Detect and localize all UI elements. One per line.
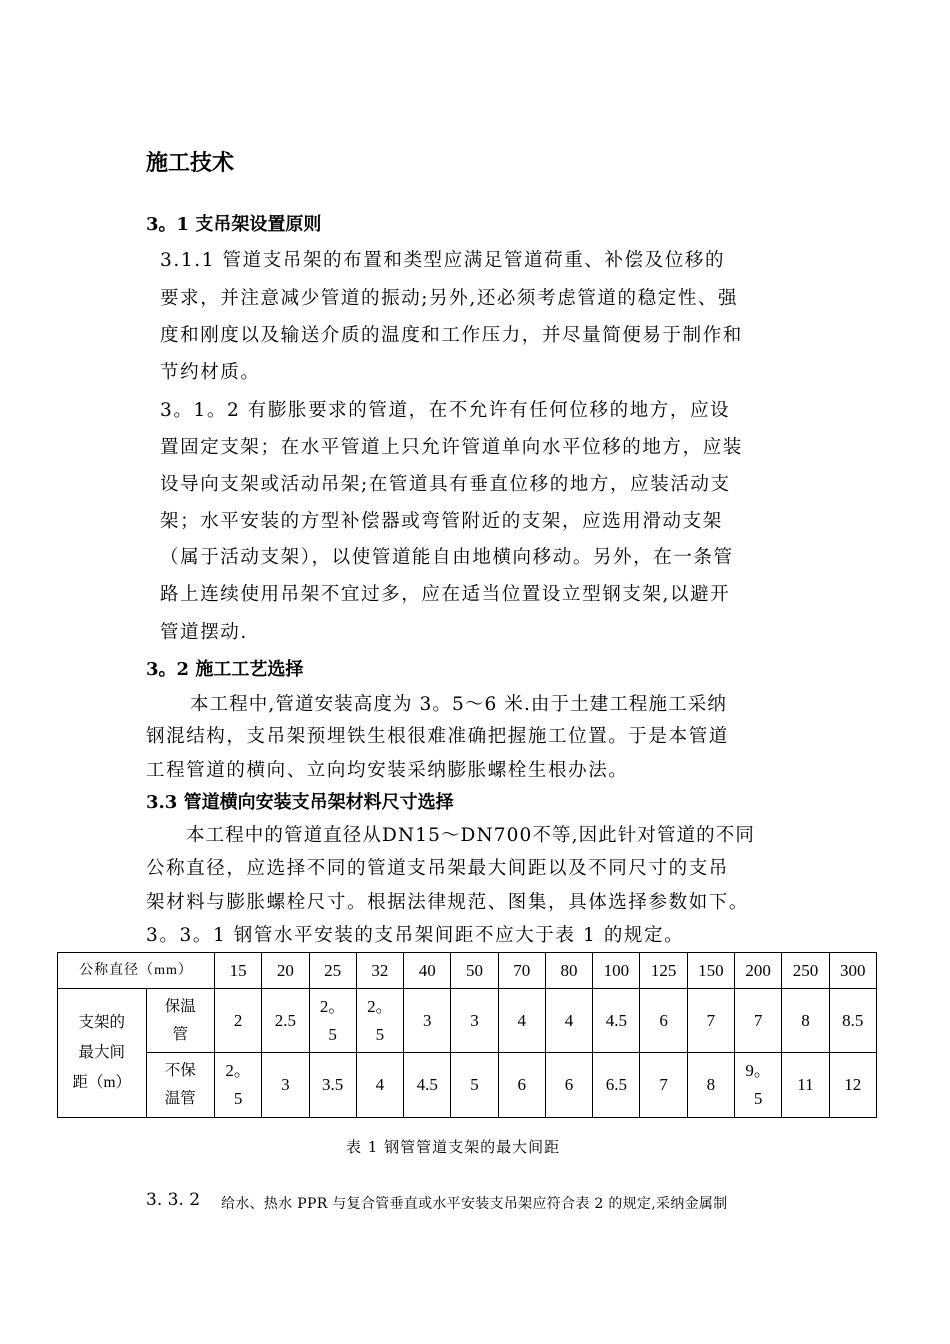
value-text: 5: [233, 1089, 243, 1108]
section-heading-3-2: 3。2 施工工艺选择: [146, 659, 304, 680]
row-label-line: 不保: [164, 1062, 196, 1079]
value-cell: [356, 1053, 403, 1118]
header-label-cell: 公称直径（mm）: [58, 953, 215, 989]
value-text: 3: [470, 1010, 479, 1030]
value-text: 8.5: [842, 1010, 864, 1030]
value-text: 2: [233, 1010, 243, 1030]
value-text: 2。: [319, 996, 346, 1016]
value-cell: [640, 989, 687, 1053]
table-row-uninsulated: [58, 1053, 877, 1118]
row-group-label: [58, 989, 147, 1118]
value-cell: [687, 989, 734, 1053]
value-text: 6: [659, 1010, 668, 1030]
value-text: 7: [753, 1010, 763, 1030]
value-text: 4: [517, 1010, 527, 1030]
diameter-cell: 300: [829, 953, 876, 989]
value-cell: [829, 1053, 876, 1118]
row-group-line: 最大间: [78, 1044, 126, 1061]
value-cell: [404, 1053, 451, 1118]
diameter-cell: 100: [593, 953, 640, 989]
row-label: [146, 1053, 214, 1118]
paragraph-line: 路上连续使用吊架不宜过多，应在适当位置设立型钢支架,以避开: [160, 584, 731, 605]
diameter-cell: 15: [214, 953, 261, 989]
value-text: 5: [375, 1024, 385, 1044]
row-group-line: 支架的: [78, 1014, 126, 1031]
value-text: 4.5: [416, 1075, 438, 1094]
value-text: 2。: [225, 1061, 251, 1080]
page-title: 施工技术: [146, 151, 235, 176]
value-text: 5: [753, 1089, 763, 1108]
paragraph-line: 公称直径，应选择不同的管道支吊架最大间距以及不同尺寸的支吊: [146, 858, 729, 879]
diameter-cell: 70: [498, 953, 545, 989]
value-cell: [262, 1053, 309, 1118]
value-cell: [214, 989, 261, 1053]
row-label-line: 保温: [164, 997, 196, 1015]
spacing-table: [57, 952, 877, 1118]
value-cell: [451, 989, 498, 1053]
paragraph-line: 3.1.1 管道支吊架的布置和类型应满足管道荷重、补偿及位移的: [160, 250, 726, 271]
value-text: 5: [328, 1024, 337, 1044]
diameter-cell: 80: [545, 953, 592, 989]
value-text: 2。: [367, 996, 393, 1016]
value-text: 12: [844, 1075, 862, 1094]
paragraph-line: 本工程中,管道安装高度为 3。5～6 米.由于土建工程施工采纳: [190, 694, 727, 715]
row-label: [146, 989, 214, 1053]
row-group-line: 距（m）: [72, 1074, 132, 1091]
value-cell: [545, 1053, 592, 1118]
value-text: 8: [706, 1075, 716, 1094]
value-cell: [735, 989, 782, 1053]
table-caption: 表 1 钢管管道支架的最大间距: [346, 1138, 561, 1156]
value-cell: [262, 989, 309, 1053]
value-cell: [214, 1053, 261, 1118]
diameter-cell: 200: [735, 953, 782, 989]
value-text: 9。: [745, 1061, 771, 1080]
diameter-cell: 20: [262, 953, 309, 989]
paragraph-line: 管道摆动.: [160, 622, 248, 643]
diameter-cell: 250: [782, 953, 829, 989]
paragraph-line: 要求，并注意减少管道的振动;另外,还必须考虑管道的稳定性、强: [160, 288, 739, 309]
value-cell: [829, 989, 876, 1053]
row-label-line: 温管: [164, 1090, 196, 1107]
value-cell: [498, 989, 545, 1053]
value-text: 6: [564, 1075, 574, 1094]
diameter-cell: 40: [404, 953, 451, 989]
diameter-cell: 125: [640, 953, 687, 989]
value-cell: [498, 1053, 545, 1118]
value-cell: [545, 989, 592, 1053]
paragraph-line: （属于活动支架），以使管道能自由地横向移动。另外，在一条管: [160, 547, 734, 568]
diameter-cell: 150: [687, 953, 734, 989]
paragraph-line: 工程管道的横向、立向均安装采纳膨胀螺栓生根办法。: [146, 760, 629, 781]
section-heading-3-1: 3。1 支吊架设置原则: [146, 214, 322, 235]
value-cell: [687, 1053, 734, 1118]
paragraph-line-3-3-1: 3。3。1 钢管水平安装的支吊架间距不应大于表 1 的规定。: [146, 925, 685, 946]
table-header-row: [58, 953, 877, 989]
value-text: 6.5: [605, 1075, 627, 1094]
value-cell: [451, 1053, 498, 1118]
paragraph-line: 置固定支架；在水平管道上只允许管道单向水平位移的地方，应装: [160, 437, 743, 458]
value-text: 7: [659, 1075, 668, 1094]
paragraph-line: 度和刚度以及输送介质的温度和工作压力，并尽量简便易于制作和: [160, 325, 743, 346]
value-text: 3.5: [322, 1075, 344, 1094]
section-heading-3-3: 3.3 管道横向安装支吊架材料尺寸选择: [146, 792, 454, 813]
value-cell: [640, 1053, 687, 1118]
value-text: 4: [375, 1075, 385, 1094]
value-text: 7: [706, 1010, 716, 1030]
value-text: 3: [422, 1010, 432, 1030]
row-label-line: 管: [172, 1025, 188, 1043]
value-text: 4: [564, 1010, 574, 1030]
paragraph-line: 钢混结构，支吊架预埋铁生根很难准确把握施工位置。于是本管道: [146, 726, 729, 747]
value-cell: [309, 1053, 356, 1118]
value-text: 2.5: [274, 1010, 296, 1030]
value-cell: [404, 989, 451, 1053]
diameter-cell: 32: [356, 953, 403, 989]
paragraph-line: 3。1。2 有膨胀要求的管道，在不允许有任何位移的地方，应设: [160, 400, 731, 421]
diameter-cell: 25: [309, 953, 356, 989]
value-text: 11: [797, 1075, 814, 1094]
section-number-3-3-2: 3. 3. 2: [146, 1190, 201, 1210]
value-text: 6: [517, 1075, 527, 1094]
value-cell: [593, 1053, 640, 1118]
paragraph-line: 架材料与膨胀螺栓尺寸。根据法律规范、图集，具体选择参数如下。: [146, 892, 750, 913]
value-cell: [356, 989, 403, 1053]
paragraph-line-3-3-2: 给水、热水 PPR 与复合管垂直或水平安装支吊架应符合表 2 的规定,采纳金属制: [221, 1196, 728, 1212]
value-cell: [782, 989, 829, 1053]
value-text: 4.5: [605, 1010, 627, 1030]
value-text: 8: [801, 1010, 810, 1030]
paragraph-line: 设导向支架或活动吊架;在管道具有垂直位移的地方，应装活动支: [160, 474, 731, 495]
paragraph-line: 节约材质。: [160, 362, 261, 383]
value-text: 5: [470, 1075, 479, 1094]
value-cell: [593, 989, 640, 1053]
paragraph-line: 本工程中的管道直径从DN15～DN700不等,因此针对管道的不同: [186, 825, 755, 846]
table-row-insulated: [58, 989, 877, 1053]
diameter-cell: 50: [451, 953, 498, 989]
value-text: 3: [281, 1075, 290, 1094]
paragraph-line: 架；水平安装的方型补偿器或弯管附近的支架，应选用滑动支架: [160, 511, 723, 532]
value-cell: [735, 1053, 782, 1118]
value-cell: [309, 989, 356, 1053]
value-cell: [782, 1053, 829, 1118]
